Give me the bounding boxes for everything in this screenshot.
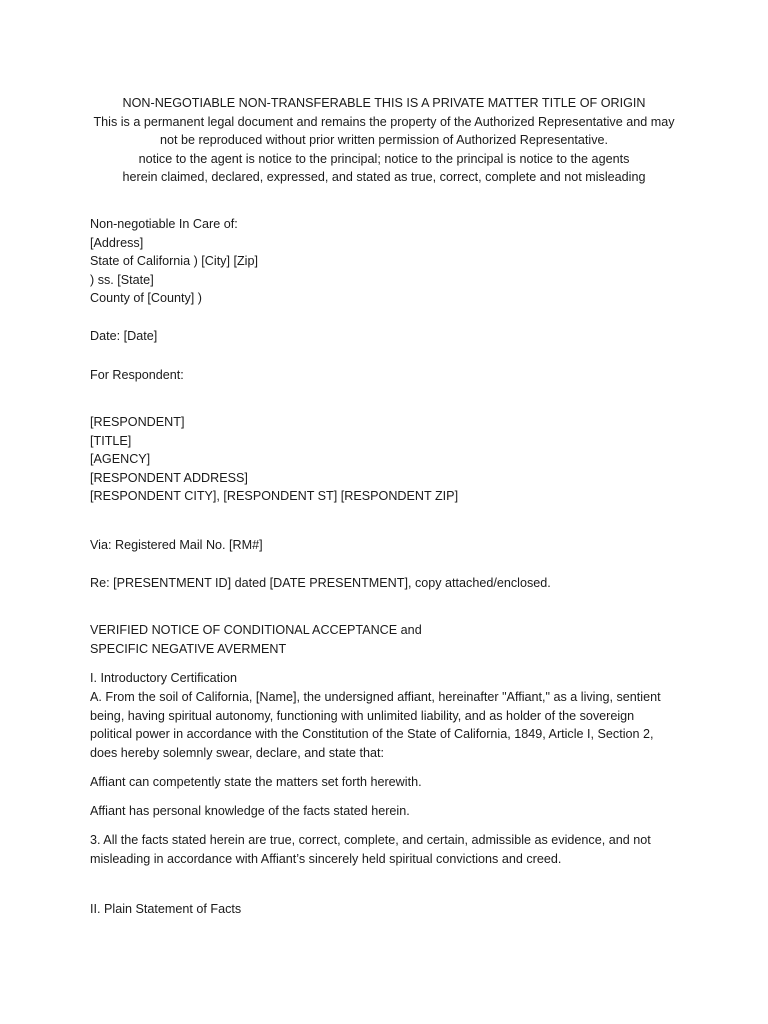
- document-header: [60, 94, 708, 187]
- header-line: not be reproduced without prior written permission of Authorized Representative.: [159, 133, 609, 148]
- respondent-title: [TITLE]: [90, 433, 132, 448]
- for-respondent-label: For Respondent:: [90, 368, 184, 382]
- respondent-agency: [AGENCY]: [90, 452, 151, 467]
- list-item: Affiant can competently state the matters set forth herewith.: [90, 775, 422, 789]
- notice-title-line: SPECIFIC NEGATIVE AVERMENT: [90, 641, 287, 656]
- list-item: Affiant has personal knowledge of the facts stated herein.: [90, 804, 410, 818]
- paragraph-line: political power in accordance with the Constitution of the State of California, 1849, Article I, Section 2,: [90, 727, 654, 742]
- header-line: This is a permanent legal document and remains the property of the Authorized Representative and may: [93, 114, 675, 129]
- section-2-heading: II. Plain Statement of Facts: [90, 902, 242, 916]
- care-of-line: ) ss. [State]: [90, 272, 154, 287]
- care-of-line: [Address]: [90, 235, 144, 250]
- paragraph-line: being, having spiritual autonomy, functioning with unlimited liability, and as holder of the sovereign: [90, 708, 635, 723]
- care-of-line: State of California ) [City] [Zip]: [90, 254, 258, 269]
- paragraph-a: [90, 688, 690, 762]
- respondent-block: [90, 413, 690, 506]
- paragraph-line: does hereby solemnly swear, declare, and state that:: [90, 745, 385, 760]
- header-title: NON-NEGOTIABLE NON-TRANSFERABLE THIS IS A PRIVATE MATTER TITLE OF ORIGIN: [122, 96, 646, 110]
- care-of-block: [90, 215, 690, 308]
- list-item: [90, 831, 690, 868]
- notice-title-line: VERIFIED NOTICE OF CONDITIONAL ACCEPTANCE and: [90, 623, 422, 637]
- respondent-name: [RESPONDENT]: [90, 415, 185, 429]
- header-line: notice to the agent is notice to the principal; notice to the principal is notice to the agents: [138, 151, 630, 166]
- paragraph-line: 3. All the facts stated herein are true, correct, complete, and certain, admissible as evidence, and not: [90, 833, 651, 847]
- respondent-address: [RESPONDENT ADDRESS]: [90, 470, 248, 485]
- respondent-city-line: [RESPONDENT CITY], [RESPONDENT ST] [RESPONDENT ZIP]: [90, 489, 459, 504]
- date-line: Date: [Date]: [90, 329, 158, 343]
- paragraph-line: misleading in accordance with Affiant’s sincerely held spiritual convictions and creed.: [90, 851, 562, 866]
- header-line: herein claimed, declared, expressed, and stated as true, correct, complete and not misleading: [122, 170, 646, 185]
- care-of-line: Non-negotiable In Care of:: [90, 217, 238, 231]
- section-1-heading: I. Introductory Certification: [90, 671, 237, 685]
- re-line: Re: [PRESENTMENT ID] dated [DATE PRESENTMENT], copy attached/enclosed.: [90, 576, 551, 590]
- via-line: Via: Registered Mail No. [RM#]: [90, 538, 263, 552]
- paragraph-line: A. From the soil of California, [Name], the undersigned affiant, hereinafter "Affiant," as a living, sentient: [90, 690, 661, 704]
- notice-title: [90, 621, 690, 658]
- care-of-line: County of [County] ): [90, 291, 202, 306]
